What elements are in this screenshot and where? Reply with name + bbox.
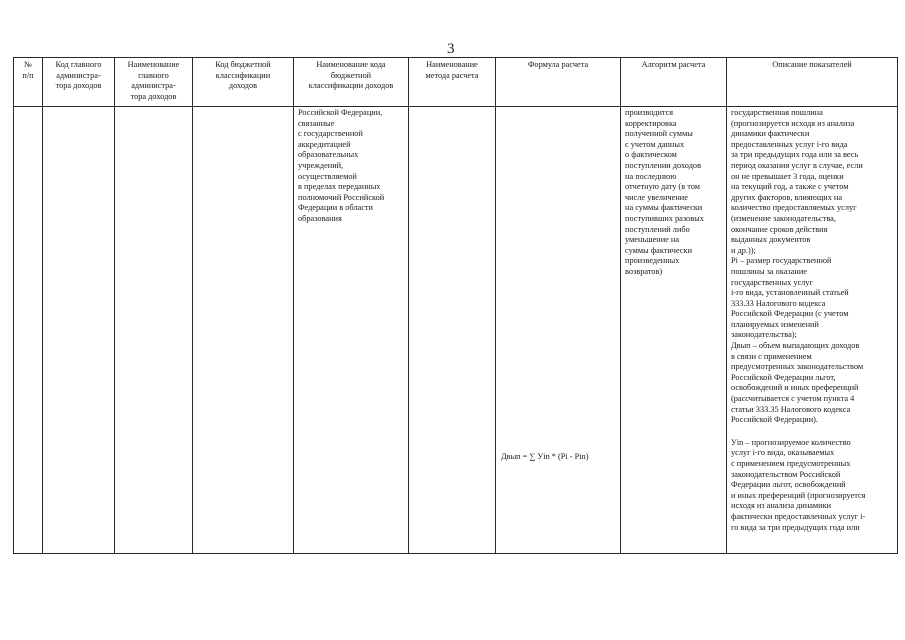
- text-line: корректировка: [625, 118, 677, 128]
- text-line: отчетную дату (в том: [625, 182, 700, 192]
- table-row: [14, 107, 898, 554]
- text-line: на последнюю: [625, 171, 677, 181]
- text-line: аккредитацией: [298, 139, 351, 149]
- text-line: законодательством Российской: [731, 469, 841, 479]
- text-line: на текущий год, а также с учетом: [731, 182, 849, 192]
- text-line: 333.33 Налогового кодекса: [731, 298, 826, 308]
- text-line: произведенных: [625, 256, 680, 266]
- cell-admin-name: [115, 107, 193, 554]
- description-part-2: [731, 438, 893, 533]
- text-line: исходя из анализа динамики: [731, 501, 832, 511]
- header-algorithm: Алгоритм расчета: [621, 58, 727, 107]
- text-line: образования: [298, 213, 342, 223]
- text-line: Российской Федерации льгот,: [731, 372, 836, 382]
- text-line: законодательства);: [731, 330, 797, 340]
- header-description: Описание показателей: [727, 58, 898, 107]
- text-line: Pi – размер государственной: [731, 256, 832, 266]
- text-line: выданных документов: [731, 235, 811, 245]
- cell-bk-code: [193, 107, 294, 554]
- text-line: в пределах переданных: [298, 182, 381, 192]
- text-line: с государственной: [298, 129, 363, 139]
- text-line: других факторов, влияющих на: [731, 192, 843, 202]
- text-line: государственная пошлина: [731, 108, 823, 117]
- cell-bk-name: [294, 107, 409, 554]
- text-line: пошлины за оказание: [731, 266, 807, 276]
- text-line: окончание сроков действия: [731, 224, 828, 234]
- header-bk-code: Код бюджетной классификации доходов: [193, 58, 294, 107]
- text-line: уменьшение на: [625, 235, 680, 245]
- text-line: образовательных: [298, 150, 359, 160]
- cell-formula: [496, 107, 621, 554]
- cell-admin-code: [43, 107, 115, 554]
- header-formula: Формула расчета: [496, 58, 621, 107]
- text-line: Уin – прогнозируемое количество: [731, 437, 851, 447]
- description-part-1: [731, 108, 893, 426]
- text-line: и иных преференций (прогнозируется: [731, 490, 866, 500]
- table-header-row: [14, 58, 898, 107]
- header-method-name: Наименование метода расчета: [409, 58, 496, 107]
- text-line: о фактическом: [625, 150, 677, 160]
- header-bk-name: Наименование кода бюджетной классификации доходов: [294, 58, 409, 107]
- text-line: на суммы фактически: [625, 203, 703, 213]
- cell-method-name: [409, 107, 496, 554]
- text-line: поступлений либо: [625, 224, 690, 234]
- text-line: осуществляемой: [298, 171, 357, 181]
- text-line: (прогнозируется исходя из анализа: [731, 118, 855, 128]
- text-line: планируемых изменений: [731, 319, 819, 329]
- text-line: в связи с применением: [731, 351, 812, 361]
- text-line: го вида за три предыдущих года или: [731, 522, 860, 532]
- description-gap: [731, 426, 893, 438]
- text-line: числе увеличение: [625, 192, 688, 202]
- text-line: суммы фактически: [625, 245, 693, 255]
- text-line: производится: [625, 108, 674, 117]
- text-line: (изменение законодательства,: [731, 213, 836, 223]
- text-line: с учетом данных: [625, 139, 685, 149]
- text-line: полномочий Российской: [298, 192, 385, 202]
- text-line: период оказания услуг в случае, если: [731, 160, 863, 170]
- text-line: учреждений,: [298, 160, 344, 170]
- text-line: Российской Федерации).: [731, 415, 818, 425]
- cell-algorithm: [621, 107, 727, 554]
- text-line: предусмотренных законодательством: [731, 362, 864, 372]
- text-line: (рассчитывается с учетом пункта 4: [731, 394, 855, 404]
- header-admin-name: Наименование главного администра- тора доходов: [115, 58, 193, 107]
- text-line: полученной суммы: [625, 129, 693, 139]
- formula-text: Двып = ∑ Уin * (Pi - Pin): [501, 452, 589, 461]
- text-line: он не превышает 3 года, оценки: [731, 171, 844, 181]
- header-number: № п/п: [14, 58, 43, 107]
- text-line: с применением предусмотренных: [731, 459, 851, 468]
- text-line: и др.));: [731, 245, 756, 255]
- text-line: предоставленных услуг i-го вида: [731, 139, 848, 149]
- page-number: 3: [447, 41, 455, 57]
- text-line: фактически предоставленных услуг i-: [731, 511, 866, 521]
- text-line: количество предоставляемых услуг: [731, 203, 857, 213]
- cell-description: [727, 107, 898, 554]
- text-line: поступлении доходов: [625, 160, 701, 170]
- text-line: поступивших разовых: [625, 213, 704, 223]
- header-admin-code: Код главного администра- тора доходов: [43, 58, 115, 107]
- text-line: Российской Федерации,: [298, 108, 383, 117]
- text-line: Федерации в области: [298, 203, 373, 213]
- text-line: Двып – объем выпадающих доходов: [731, 341, 860, 351]
- text-line: Российской Федерации (с учетом: [731, 309, 849, 319]
- text-line: динамики фактически: [731, 129, 810, 139]
- text-line: возвратов): [625, 266, 663, 276]
- calculation-methods-table: [13, 57, 898, 554]
- text-line: государственных услуг: [731, 277, 813, 287]
- text-line: услуг i-го вида, оказываемых: [731, 448, 835, 458]
- text-line: за три предыдущих года или за весь: [731, 150, 859, 160]
- text-line: Федерации льгот, освобождений: [731, 480, 846, 490]
- cell-number: [14, 107, 43, 554]
- text-line: статьи 333.35 Налогового кодекса: [731, 404, 851, 414]
- text-line: i-го вида, установленный статьей: [731, 288, 849, 298]
- text-line: освобождений и иных преференций: [731, 383, 859, 393]
- text-line: связанные: [298, 118, 335, 128]
